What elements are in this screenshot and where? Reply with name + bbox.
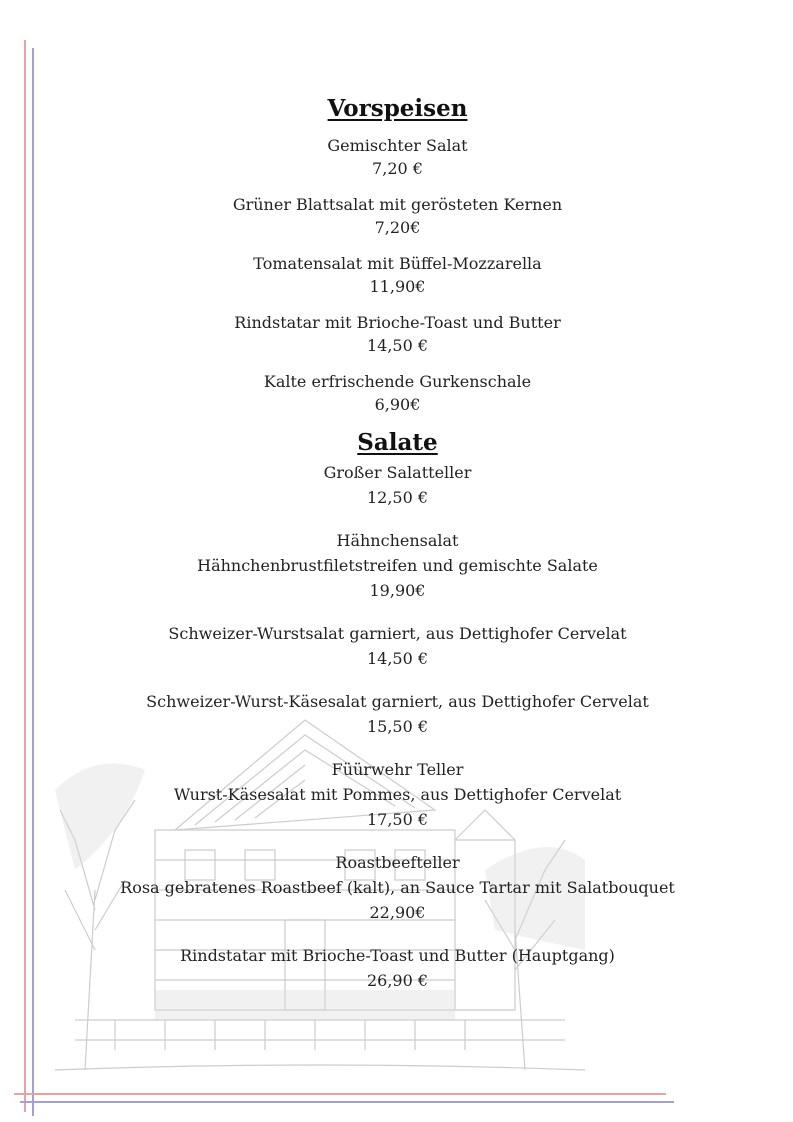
item-price: 19,90€ xyxy=(369,581,426,600)
item-name: Schweizer-Wurstsalat garniert, aus Dettighofer Cervelat xyxy=(168,624,627,643)
border-line-vertical-purple xyxy=(32,48,34,1116)
item-name: Füürwehr Teller xyxy=(331,760,464,779)
border-line-horizontal-purple xyxy=(20,1101,674,1103)
menu-item xyxy=(40,193,755,239)
menu xyxy=(40,92,755,994)
item-description: Wurst-Käsesalat mit Pommes, aus Dettighofer Cervelat xyxy=(173,785,622,804)
section-title: Salate xyxy=(357,429,438,456)
item-name: Rindstatar mit Brioche-Toast und Butter xyxy=(234,313,561,332)
menu-item xyxy=(40,757,755,833)
item-name: Kalte erfrischende Gurkenschale xyxy=(263,372,532,391)
item-name: Rindstatar mit Brioche-Toast und Butter (Hauptgang) xyxy=(180,946,615,965)
item-description: Rosa gebratenes Roastbeef (kalt), an Sauce Tartar mit Salatbouquet xyxy=(120,878,675,897)
item-price: 17,50 € xyxy=(366,810,429,829)
item-price: 14,50 € xyxy=(366,649,429,668)
border-line-vertical-pink xyxy=(24,40,26,1112)
item-price: 14,50 € xyxy=(366,336,429,355)
menu-item xyxy=(40,850,755,926)
menu-item xyxy=(40,252,755,298)
section-salate xyxy=(40,426,755,994)
item-description: Hähnchenbrustfiletstreifen und gemischte Salate xyxy=(197,556,598,575)
menu-item xyxy=(40,621,755,672)
item-price: 15,50 € xyxy=(366,717,429,736)
item-price: 22,90€ xyxy=(369,903,426,922)
item-price: 12,50 € xyxy=(366,488,429,507)
item-name: Tomatensalat mit Büffel-Mozzarella xyxy=(253,254,542,273)
menu-item xyxy=(40,134,755,180)
menu-item xyxy=(40,943,755,994)
menu-item xyxy=(40,370,755,416)
item-price: 7,20€ xyxy=(374,218,421,237)
item-name: Gemischter Salat xyxy=(327,136,468,155)
menu-item xyxy=(40,311,755,357)
item-price: 6,90€ xyxy=(374,395,421,414)
item-name: Großer Salatteller xyxy=(323,463,472,482)
item-name: Roastbeefteller xyxy=(335,853,460,872)
menu-item xyxy=(40,528,755,604)
menu-item xyxy=(40,460,755,511)
menu-item xyxy=(40,689,755,740)
item-price: 11,90€ xyxy=(369,277,426,296)
border-line-horizontal-pink xyxy=(14,1093,666,1095)
item-name: Schweizer-Wurst-Käsesalat garniert, aus Dettighofer Cervelat xyxy=(146,692,649,711)
section-title: Vorspeisen xyxy=(327,95,468,122)
section-vorspeisen xyxy=(40,92,755,416)
item-price: 7,20 € xyxy=(372,159,423,178)
item-name: Hähnchensalat xyxy=(336,531,459,550)
item-price: 26,90 € xyxy=(366,971,429,990)
item-name: Grüner Blattsalat mit gerösteten Kernen xyxy=(232,195,563,214)
